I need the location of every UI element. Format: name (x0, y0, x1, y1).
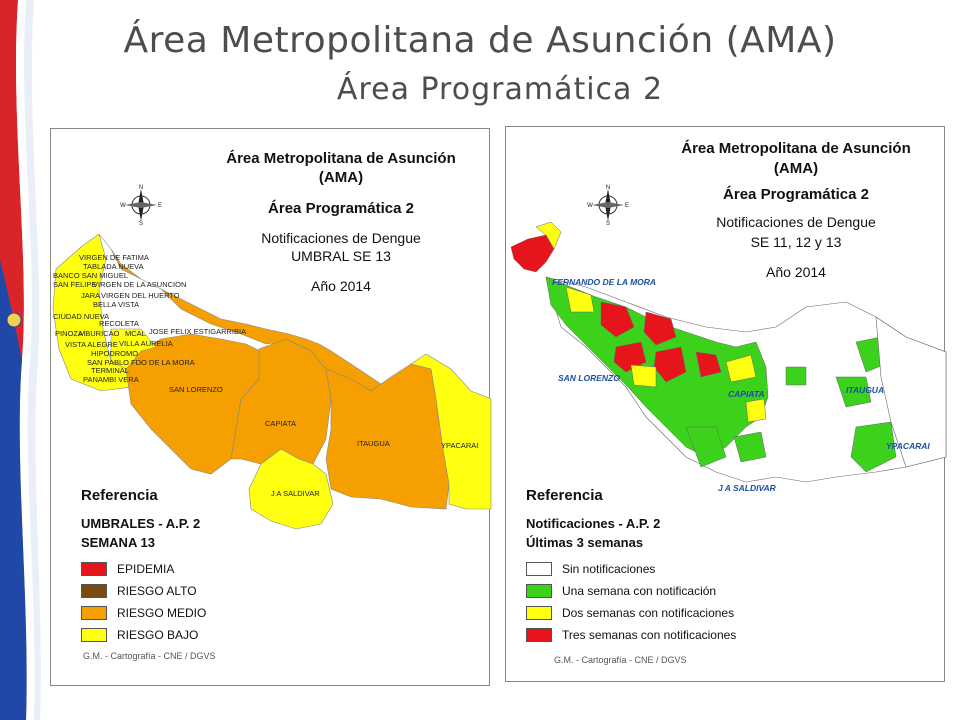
legend-heading: UMBRALES - A.P. 2 (81, 516, 201, 531)
place-label: VIRGEN DEL HUERTO (101, 291, 180, 300)
flag-stripe-decoration (0, 0, 44, 720)
compass-n: N (605, 185, 611, 191)
place-label: SAN FELIPE (53, 280, 97, 289)
compass-n: N (138, 185, 144, 191)
legend-subheading: Últimas 3 semanas (526, 535, 644, 550)
right-map-title-ama: (AMA) (773, 160, 819, 177)
region-itaugua (326, 364, 449, 509)
region-red-north (511, 235, 554, 272)
legend-heading: Notificaciones - A.P. 2 (526, 516, 661, 531)
compass-rose-icon (588, 185, 628, 225)
right-map-program-area: Área Programática 2 (723, 186, 869, 203)
place-label: J A SALDIVAR (718, 483, 776, 493)
right-map-subtitle: Notificaciones de Dengue (716, 214, 876, 230)
legend-item-riesgo-medio: RIESGO MEDIO (81, 602, 206, 624)
place-label: PANAMBI VERA (83, 375, 139, 384)
legend-title: Referencia (81, 487, 158, 504)
place-label: VIRGEN DE LA ASUNCION (93, 280, 187, 289)
right-map-title: Área Metropolitana de Asunción (681, 140, 911, 157)
compass-w: W (587, 203, 593, 209)
left-map-panel (50, 128, 490, 686)
place-label: CIUDAD NUEVA (53, 312, 110, 321)
compass-rose-icon (121, 185, 161, 225)
left-map-year: Año 2014 (311, 278, 371, 294)
place-label: SAN LORENZO (558, 373, 620, 383)
right-map-year: Año 2014 (766, 264, 826, 280)
place-label: TERMINAL (91, 366, 129, 375)
place-label: JARA (81, 291, 101, 300)
place-label: YPACARAI (886, 441, 930, 451)
place-label: VISTA ALEGRE (65, 340, 118, 349)
legend-item-riesgo-alto: RIESGO ALTO (81, 580, 206, 602)
legend-item-dos-semanas: Dos semanas con notificaciones (526, 602, 736, 624)
right-map-panel (505, 126, 945, 682)
legend-item-riesgo-bajo: RIESGO BAJO (81, 624, 206, 646)
place-label: SAN LORENZO (169, 385, 223, 394)
place-label: VILLA AURELIA (119, 339, 173, 348)
compass-s: S (605, 221, 611, 227)
place-label: RECOLETA (99, 319, 139, 328)
place-label: JOSE FELIX ESTIGARRIBIA (149, 327, 247, 336)
left-map-legend (81, 487, 206, 646)
legend-item-sin-notificaciones: Sin notificaciones (526, 558, 736, 580)
place-label: CAPIATA (265, 419, 296, 428)
place-label: SAN PABLO (87, 358, 129, 367)
place-label: TABLADA NUEVA (83, 262, 144, 271)
legend-item-tres-semanas: Tres semanas con notificaciones (526, 624, 736, 646)
place-label: MBURICAO (79, 329, 120, 338)
legend-title: Referencia (526, 487, 603, 504)
place-label: J A SALDIVAR (271, 489, 320, 498)
place-label: MCAL (125, 329, 146, 338)
compass-e: E (157, 203, 163, 209)
left-map-program-area: Área Programática 2 (268, 200, 414, 217)
slide-subtitle: Área Programática 2 (336, 72, 664, 107)
place-label: BANCO SAN MIGUEL (53, 271, 129, 280)
compass-s: S (138, 221, 144, 227)
place-label: ITAUGUA (846, 385, 885, 395)
legend-item-epidemia: EPIDEMIA (81, 558, 206, 580)
left-map-credit: G.M. - Cartografía - CNE / DGVS (83, 651, 216, 661)
compass-e: E (624, 203, 630, 209)
place-label: HIPODROMO (91, 349, 139, 358)
place-label: FDO DE LA MORA (131, 358, 195, 367)
place-label: BELLA VISTA (93, 300, 140, 309)
place-label: PINOZA (55, 329, 83, 338)
place-label: VIRGEN DE FATIMA (79, 253, 149, 262)
right-map-weeks: SE 11, 12 y 13 (750, 234, 842, 250)
right-map-legend (526, 487, 736, 646)
place-label: FERNANDO DE LA MORA (552, 277, 657, 287)
left-map-subtitle: Notificaciones de Dengue (261, 230, 421, 246)
place-label: YPACARAI (441, 441, 479, 450)
left-map-title: Área Metropolitana de Asunción (226, 150, 456, 167)
legend-item-una-semana: Una semana con notificación (526, 580, 736, 602)
compass-w: W (120, 203, 126, 209)
place-label: ITAUGUA (357, 439, 390, 448)
right-map-credit: G.M. - Cartografía - CNE / DGVS (554, 655, 687, 665)
legend-subheading: SEMANA 13 (81, 535, 155, 550)
slide-title: Área Metropolitana de Asunción (AMA) (123, 20, 837, 61)
left-map-umbral: UMBRAL SE 13 (291, 248, 391, 264)
place-label: CAPIATA (728, 389, 765, 399)
left-map-title-ama: (AMA) (318, 169, 364, 186)
